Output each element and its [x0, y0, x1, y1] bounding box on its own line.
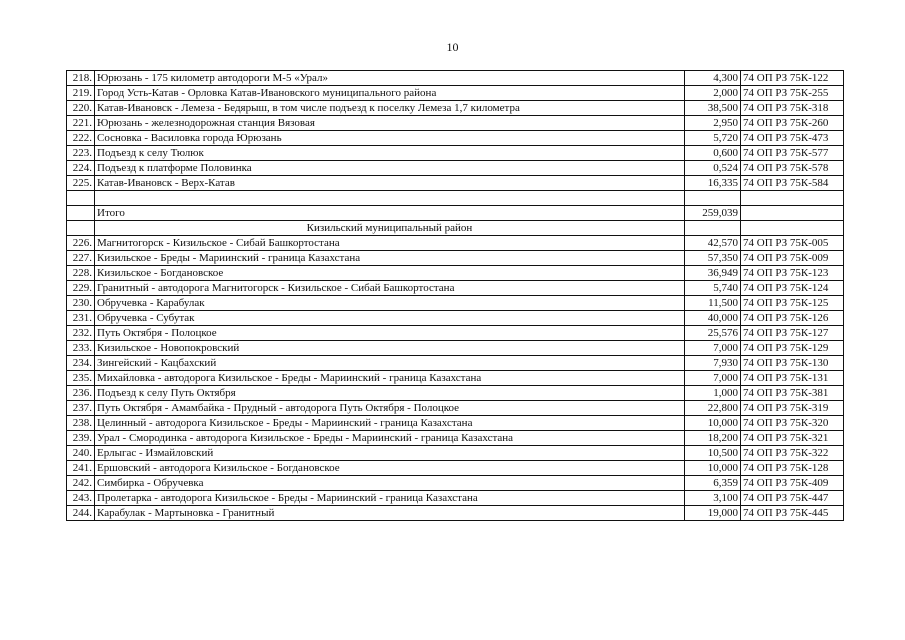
road-name: Гранитный - автодорога Магнитогорск - Кизильское - Сибай Башкортостана: [95, 281, 685, 296]
total-code-cell: [741, 206, 844, 221]
table-body-middle: [67, 191, 844, 236]
road-length: 5,740: [685, 281, 741, 296]
row-number: 231.: [67, 311, 95, 326]
road-code: 74 ОП РЗ 75К-130: [741, 356, 844, 371]
table-row: [67, 176, 844, 191]
road-name: Михайловка - автодорога Кизильское - Бреды - Мариинский - граница Казахстана: [95, 371, 685, 386]
row-number: 222.: [67, 131, 95, 146]
table-row: [67, 341, 844, 356]
road-length: 7,000: [685, 341, 741, 356]
road-name: Подъезд к селу Тюлюк: [95, 146, 685, 161]
table-row: [67, 461, 844, 476]
road-code: 74 ОП РЗ 75К-131: [741, 371, 844, 386]
road-name: Сосновка - Василовка города Юрюзань: [95, 131, 685, 146]
page-number: 10: [446, 40, 459, 54]
road-name: Карабулак - Мартыновка - Гранитный: [95, 506, 685, 521]
road-length: 22,800: [685, 401, 741, 416]
road-length: 38,500: [685, 101, 741, 116]
road-name: Юрюзань - 175 километр автодороги М-5 «Урал»: [95, 71, 685, 86]
road-length: 7,930: [685, 356, 741, 371]
road-code: 74 ОП РЗ 75К-009: [741, 251, 844, 266]
table-row: [67, 431, 844, 446]
road-length: 19,000: [685, 506, 741, 521]
row-number: 240.: [67, 446, 95, 461]
road-name: Целинный - автодорога Кизильское - Бреды - Мариинский - граница Казахстана: [95, 416, 685, 431]
road-name: Катав-Ивановск - Лемеза - Бедярыш, в том числе подъезд к поселку Лемеза 1,7 километра: [95, 101, 685, 116]
total-label: Итого: [95, 206, 685, 221]
table-row: [67, 401, 844, 416]
road-name: Путь Октября - Полоцкое: [95, 326, 685, 341]
road-length: 4,300: [685, 71, 741, 86]
table-row: [67, 371, 844, 386]
row-number: 244.: [67, 506, 95, 521]
row-number: 229.: [67, 281, 95, 296]
road-code: 74 ОП РЗ 75К-123: [741, 266, 844, 281]
road-name: Зингейский - Кацбахский: [95, 356, 685, 371]
road-code: 74 ОП РЗ 75К-128: [741, 461, 844, 476]
road-code: 74 ОП РЗ 75К-447: [741, 491, 844, 506]
road-length: 18,200: [685, 431, 741, 446]
road-code: 74 ОП РЗ 75К-255: [741, 86, 844, 101]
road-code: 74 ОП РЗ 75К-318: [741, 101, 844, 116]
road-length: 3,100: [685, 491, 741, 506]
table-row: [67, 281, 844, 296]
row-number: 238.: [67, 416, 95, 431]
road-code: 74 ОП РЗ 75К-320: [741, 416, 844, 431]
table-row: [67, 161, 844, 176]
road-length: 7,000: [685, 371, 741, 386]
road-name: Урал - Смородинка - автодорога Кизильское - Бреды - Мариинский - граница Казахстана: [95, 431, 685, 446]
table-row: [67, 251, 844, 266]
row-number: 237.: [67, 401, 95, 416]
table-row: [67, 311, 844, 326]
road-length: 0,524: [685, 161, 741, 176]
road-length: 42,570: [685, 236, 741, 251]
road-code: 74 ОП РЗ 75К-260: [741, 116, 844, 131]
row-number: 225.: [67, 176, 95, 191]
table-row: [67, 386, 844, 401]
row-number: 226.: [67, 236, 95, 251]
road-code: 74 ОП РЗ 75К-445: [741, 506, 844, 521]
road-code: 74 ОП РЗ 75К-319: [741, 401, 844, 416]
table-row: [67, 296, 844, 311]
road-code: 74 ОП РЗ 75К-322: [741, 446, 844, 461]
table-spacer-row: [67, 191, 844, 206]
road-length: 36,949: [685, 266, 741, 281]
table-row: [67, 86, 844, 101]
table-row: [67, 131, 844, 146]
road-length: 10,000: [685, 416, 741, 431]
row-number: 219.: [67, 86, 95, 101]
road-code: 74 ОП РЗ 75К-321: [741, 431, 844, 446]
road-code: 74 ОП РЗ 75К-125: [741, 296, 844, 311]
road-length: 6,359: [685, 476, 741, 491]
row-number: 235.: [67, 371, 95, 386]
table-row: [67, 416, 844, 431]
road-code: 74 ОП РЗ 75К-005: [741, 236, 844, 251]
road-code: 74 ОП РЗ 75К-381: [741, 386, 844, 401]
road-length: 2,000: [685, 86, 741, 101]
road-code: 74 ОП РЗ 75К-473: [741, 131, 844, 146]
table-row: [67, 146, 844, 161]
table-row: [67, 266, 844, 281]
road-code: 74 ОП РЗ 75К-129: [741, 341, 844, 356]
row-number: 242.: [67, 476, 95, 491]
row-number: 228.: [67, 266, 95, 281]
road-length: 10,500: [685, 446, 741, 461]
row-number: 243.: [67, 491, 95, 506]
road-name: Кизильское - Новопокровский: [95, 341, 685, 356]
road-name: Ерлыгас - Измайловский: [95, 446, 685, 461]
road-name: Обручевка - Карабулак: [95, 296, 685, 311]
table-row: [67, 356, 844, 371]
road-name: Ершовский - автодорога Кизильское - Богдановское: [95, 461, 685, 476]
road-length: 2,950: [685, 116, 741, 131]
road-length: 0,600: [685, 146, 741, 161]
table-row: [67, 491, 844, 506]
road-name: Пролетарка - автодорога Кизильское - Бреды - Мариинский - граница Казахстана: [95, 491, 685, 506]
table-row: [67, 446, 844, 461]
row-number: 234.: [67, 356, 95, 371]
road-length: 10,000: [685, 461, 741, 476]
row-number: 233.: [67, 341, 95, 356]
road-length: 5,720: [685, 131, 741, 146]
total-length: 259,039: [685, 206, 741, 221]
road-name: Кизильское - Бреды - Мариинский - граница Казахстана: [95, 251, 685, 266]
table-row: [67, 101, 844, 116]
row-number: 224.: [67, 161, 95, 176]
road-name: Юрюзань - железнодорожная станция Вязовая: [95, 116, 685, 131]
section-header-row: [67, 221, 844, 236]
table-row: [67, 476, 844, 491]
road-name: Обручевка - Субутак: [95, 311, 685, 326]
road-code: 74 ОП РЗ 75К-126: [741, 311, 844, 326]
table-row: [67, 236, 844, 251]
total-row: [67, 206, 844, 221]
road-name: Подъезд к селу Путь Октября: [95, 386, 685, 401]
total-num-cell: [67, 206, 95, 221]
row-number: 220.: [67, 101, 95, 116]
road-name: Магнитогорск - Кизильское - Сибай Башкортостана: [95, 236, 685, 251]
road-code: 74 ОП РЗ 75К-577: [741, 146, 844, 161]
table-body-bottom: [67, 236, 844, 521]
road-length: 40,000: [685, 311, 741, 326]
row-number: 239.: [67, 431, 95, 446]
row-number: 218.: [67, 71, 95, 86]
table-row: [67, 506, 844, 521]
row-number: 223.: [67, 146, 95, 161]
road-name: Путь Октября - Амамбайка - Прудный - автодорога Путь Октября - Полоцкое: [95, 401, 685, 416]
row-number: 230.: [67, 296, 95, 311]
section-title: Кизильский муниципальный район: [95, 221, 685, 236]
roads-table: [66, 70, 844, 521]
road-length: 1,000: [685, 386, 741, 401]
table-row: [67, 116, 844, 131]
row-number: 241.: [67, 461, 95, 476]
road-length: 16,335: [685, 176, 741, 191]
table-body-top: [67, 71, 844, 191]
road-name: Город Усть-Катав - Орловка Катав-Ивановского муниципального района: [95, 86, 685, 101]
road-code: 74 ОП РЗ 75К-127: [741, 326, 844, 341]
table-row: [67, 326, 844, 341]
road-code: 74 ОП РЗ 75К-584: [741, 176, 844, 191]
road-length: 11,500: [685, 296, 741, 311]
road-length: 25,576: [685, 326, 741, 341]
row-number: 227.: [67, 251, 95, 266]
road-name: Подъезд к платформе Половинка: [95, 161, 685, 176]
table-row: [67, 71, 844, 86]
road-name: Симбирка - Обручевка: [95, 476, 685, 491]
road-name: Катав-Ивановск - Верх-Катав: [95, 176, 685, 191]
row-number: 232.: [67, 326, 95, 341]
road-code: 74 ОП РЗ 75К-122: [741, 71, 844, 86]
road-code: 74 ОП РЗ 75К-409: [741, 476, 844, 491]
road-length: 57,350: [685, 251, 741, 266]
road-code: 74 ОП РЗ 75К-578: [741, 161, 844, 176]
row-number: 221.: [67, 116, 95, 131]
road-code: 74 ОП РЗ 75К-124: [741, 281, 844, 296]
road-name: Кизильское - Богдановское: [95, 266, 685, 281]
row-number: 236.: [67, 386, 95, 401]
